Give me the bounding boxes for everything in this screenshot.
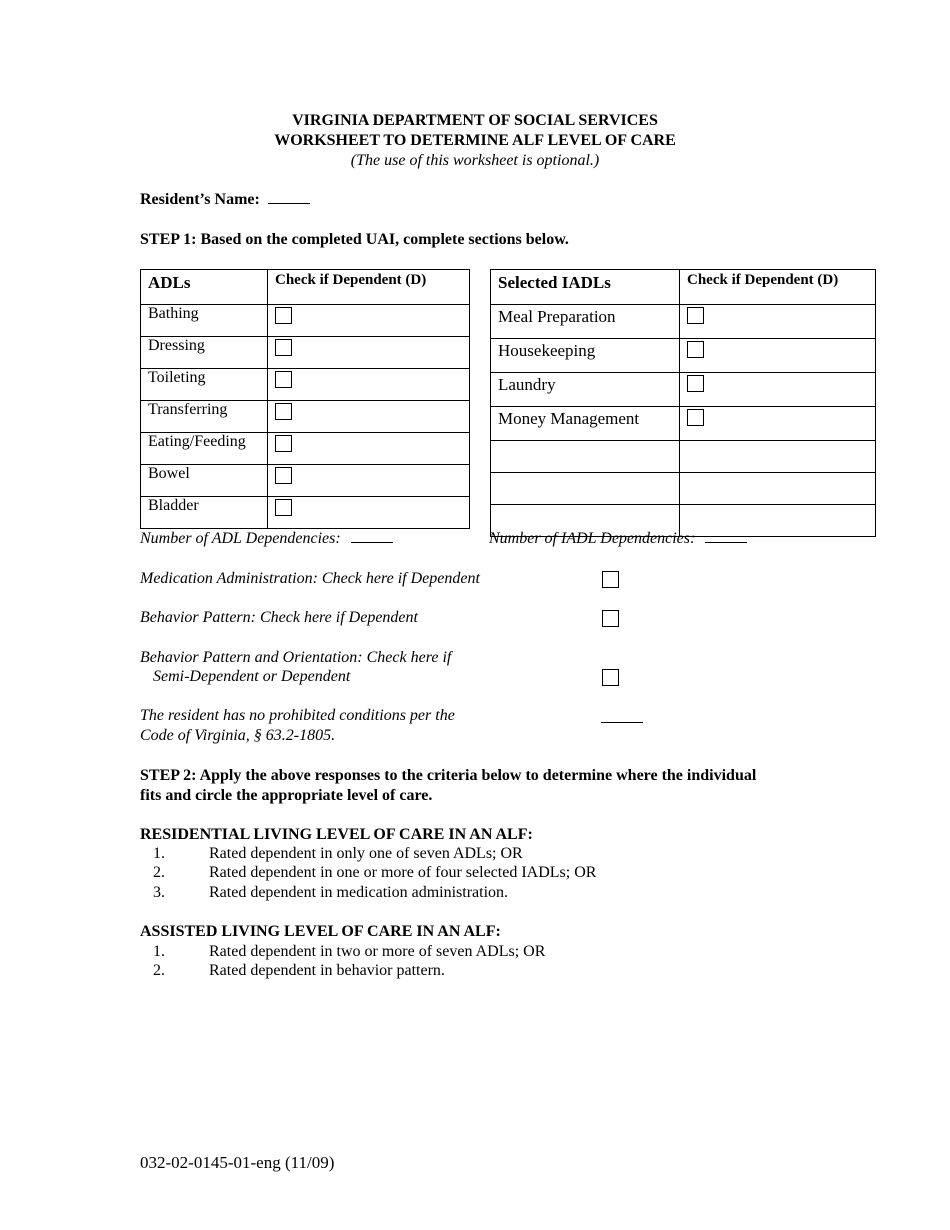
iadl-empty-cell: [491, 473, 680, 505]
adl-count-row: [140, 530, 393, 548]
adl-dressing-checkbox[interactable]: [275, 339, 292, 356]
form-id: 032-02-0145-01-eng (11/09): [140, 1153, 335, 1172]
iadl-col-header: Selected IADLs: [491, 270, 680, 305]
iadl-count-label: Number of IADL Dependencies:: [489, 530, 696, 547]
table-row: [141, 337, 470, 369]
adl-count-label: Number of ADL Dependencies:: [140, 530, 341, 547]
iadl-laundry-checkbox[interactable]: [687, 375, 704, 392]
resident-name-row: [140, 191, 310, 209]
residential-item-2-text: Rated dependent in one or more of four selected IADLs; OR: [209, 864, 597, 881]
iadl-label-meal: Meal Preparation: [491, 305, 680, 339]
header-title: WORKSHEET TO DETERMINE ALF LEVEL OF CARE: [274, 132, 676, 149]
iadl-label-money: Money Management: [491, 407, 680, 441]
step2-line1: STEP 2: Apply the above responses to the criteria below to determine where the individual: [140, 767, 757, 784]
step1-instruction: STEP 1: Based on the completed UAI, complete sections below.: [140, 231, 569, 248]
assisted-title: ASSISTED LIVING LEVEL OF CARE IN AN ALF:: [140, 923, 501, 940]
prohibited-blank[interactable]: [601, 722, 643, 723]
adl-bathing-checkbox[interactable]: [275, 307, 292, 324]
orientation-label-line2: Semi-Dependent or Dependent: [153, 668, 351, 685]
residential-item-2-num: 2.: [153, 864, 165, 881]
assisted-item-1-text: Rated dependent in two or more of seven ADLs; OR: [209, 943, 546, 960]
adl-table: [140, 269, 470, 529]
resident-name-label: Resident’s Name:: [140, 191, 260, 208]
step2-line2: fits and circle the appropriate level of care.: [140, 787, 433, 804]
assisted-item-2-text: Rated dependent in behavior pattern.: [209, 962, 445, 979]
adl-bladder-checkbox[interactable]: [275, 499, 292, 516]
table-row: [141, 401, 470, 433]
adl-label-dressing: Dressing: [141, 337, 268, 369]
header-agency: VIRGINIA DEPARTMENT OF SOCIAL SERVICES: [292, 112, 658, 129]
table-row: [141, 305, 470, 337]
medication-checkbox[interactable]: [602, 571, 619, 588]
adl-col-header: ADLs: [141, 270, 268, 305]
table-row: [141, 497, 470, 529]
iadl-label-laundry: Laundry: [491, 373, 680, 407]
adl-label-toileting: Toileting: [141, 369, 268, 401]
residential-item-1-num: 1.: [153, 845, 165, 862]
adl-label-bladder: Bladder: [141, 497, 268, 529]
adl-label-eating: Eating/Feeding: [141, 433, 268, 465]
iadl-label-housekeeping: Housekeeping: [491, 339, 680, 373]
iadl-count-row: [489, 530, 747, 548]
residential-item-1-text: Rated dependent in only one of seven ADLs; OR: [209, 845, 523, 862]
prohibited-label-line1: The resident has no prohibited conditions per the: [140, 707, 455, 724]
residential-title: RESIDENTIAL LIVING LEVEL OF CARE IN AN ALF:: [140, 826, 533, 843]
behavior-label: Behavior Pattern: Check here if Dependent: [140, 609, 418, 626]
assisted-item-1-num: 1.: [153, 943, 165, 960]
table-row: [491, 373, 876, 407]
orientation-label-line1: Behavior Pattern and Orientation: Check here if: [140, 649, 452, 666]
table-row: [491, 339, 876, 373]
table-row: [491, 305, 876, 339]
medication-label: Medication Administration: Check here if Dependent: [140, 570, 480, 587]
iadl-table: [490, 269, 876, 537]
table-row: [491, 441, 876, 473]
iadl-empty-cell: [491, 441, 680, 473]
iadl-count-blank[interactable]: [705, 542, 747, 543]
adl-label-bowel: Bowel: [141, 465, 268, 497]
iadl-money-checkbox[interactable]: [687, 409, 704, 426]
iadl-header-row: [491, 270, 876, 305]
iadl-check-col-header: Check if Dependent (D): [680, 270, 876, 305]
adl-label-transferring: Transferring: [141, 401, 268, 433]
table-row: [141, 433, 470, 465]
table-row: [141, 369, 470, 401]
iadl-empty-cell: [680, 441, 876, 473]
iadl-empty-cell: [680, 473, 876, 505]
prohibited-label-line2: Code of Virginia, § 63.2-1805.: [140, 727, 336, 744]
adl-check-col-header: Check if Dependent (D): [268, 270, 470, 305]
table-row: [141, 465, 470, 497]
adl-header-row: [141, 270, 470, 305]
header-note: (The use of this worksheet is optional.): [350, 152, 600, 169]
table-row: [491, 473, 876, 505]
iadl-housekeeping-checkbox[interactable]: [687, 341, 704, 358]
adl-eating-checkbox[interactable]: [275, 435, 292, 452]
adl-transferring-checkbox[interactable]: [275, 403, 292, 420]
behavior-checkbox[interactable]: [602, 610, 619, 627]
residential-item-3-text: Rated dependent in medication administration.: [209, 884, 509, 901]
orientation-checkbox[interactable]: [602, 669, 619, 686]
adl-bowel-checkbox[interactable]: [275, 467, 292, 484]
iadl-meal-checkbox[interactable]: [687, 307, 704, 324]
table-row: [491, 407, 876, 441]
assisted-item-2-num: 2.: [153, 962, 165, 979]
adl-label-bathing: Bathing: [141, 305, 268, 337]
adl-toileting-checkbox[interactable]: [275, 371, 292, 388]
residential-item-3-num: 3.: [153, 884, 165, 901]
resident-name-blank[interactable]: [268, 203, 310, 204]
adl-count-blank[interactable]: [351, 542, 393, 543]
